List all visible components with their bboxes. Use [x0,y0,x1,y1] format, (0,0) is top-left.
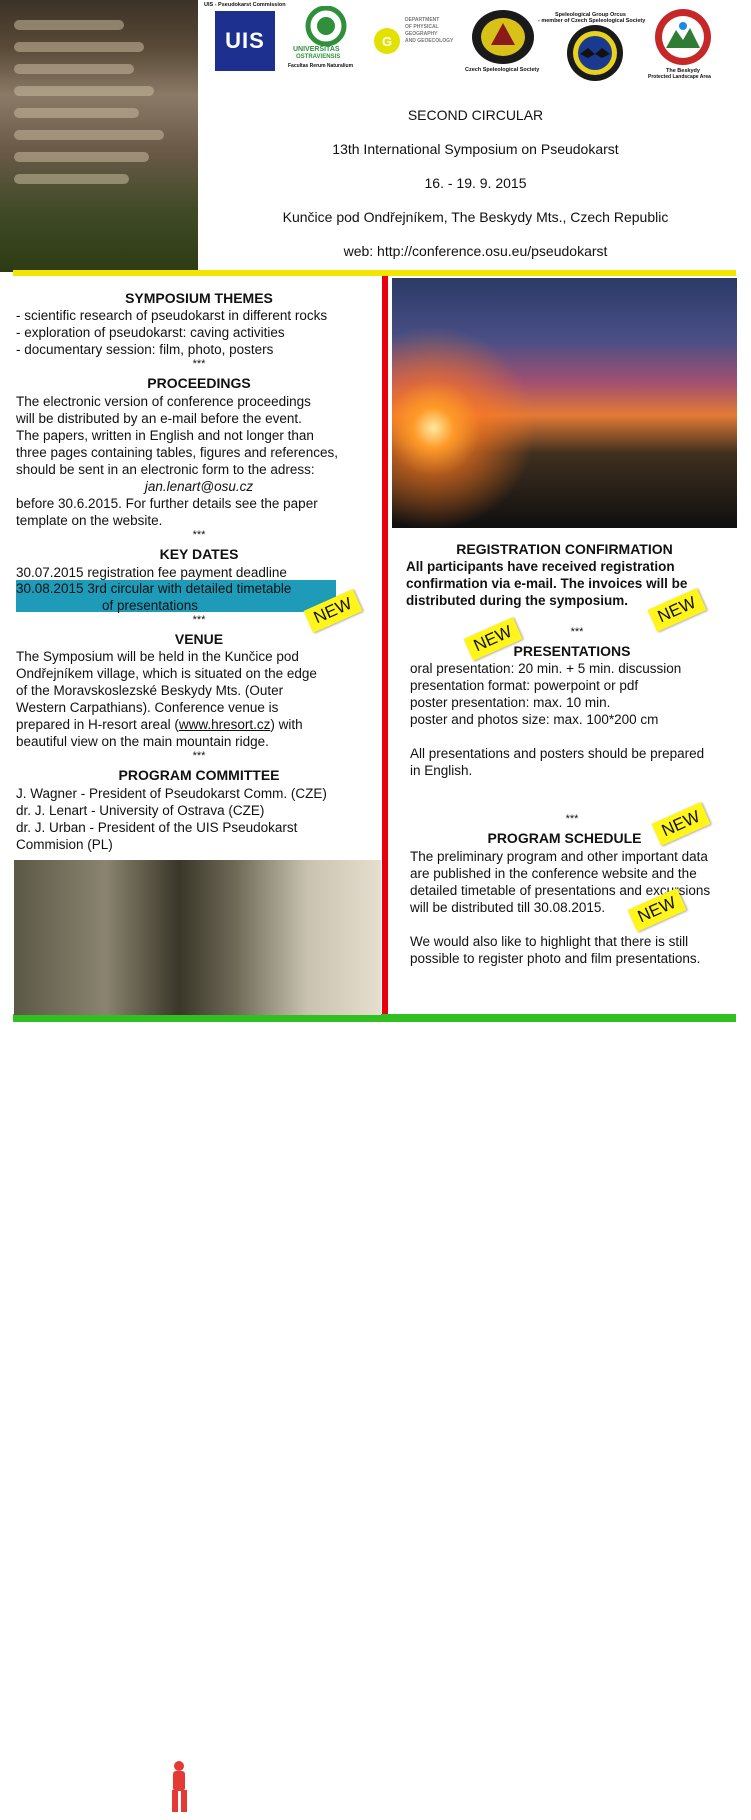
schedule-line: detailed timetable of presentations and excursions [410,883,711,898]
sunset-landscape-photo [392,278,737,528]
orcus-group-logo [566,24,624,82]
separator-stars: *** [192,358,206,370]
proceedings-line: three pages containing tables, figures and references, [16,445,338,460]
hresort-link[interactable]: www.hresort.cz [178,717,271,732]
uis-caption: UIS - Pseudokarst Commission [204,2,286,8]
separator-stars: *** [570,626,584,638]
svg-text:G: G [381,34,393,49]
symposium-location: Kunčice pod Ondřejníkem, The Beskydy Mts., Czech Republic [282,209,669,225]
ostrava-faculty: Facultas Rerum Naturalium [288,63,354,69]
committee-member: J. Wagner - President of Pseudokarst Comm. (CZE) [16,786,327,801]
proceedings-line: The electronic version of conference proceedings [16,394,311,409]
venue-line-with-link [16,716,303,733]
proceedings-line: before 30.6.2015. For further details see the paper [16,496,318,511]
schedule-heading: PROGRAM SCHEDULE [487,830,642,846]
registration-line: distributed during the symposium. [406,593,629,608]
proceedings-line: will be distributed by an e-mail before the event. [16,411,302,426]
red-divider [382,276,388,1016]
venue-line: beautiful view on the main mountain ridge. [16,734,269,749]
separator-stars: *** [192,529,206,541]
presentations-line: poster presentation: max. 10 min. [410,695,611,710]
cave-caver-photo [14,860,381,1015]
circular-title: SECOND CIRCULAR [407,107,544,123]
green-divider [13,1014,736,1022]
css-caption: Czech Speleological Society [465,67,540,73]
venue-line: Western Carpathians). Conference venue is [16,700,279,715]
website-link[interactable]: web: http://conference.osu.eu/pseudokarst [343,243,608,259]
schedule-note: possible to register photo and film presentations. [410,951,701,966]
registration-heading: REGISTRATION CONFIRMATION [456,541,673,557]
separator-stars: *** [192,750,206,762]
czech-speleological-society-logo [471,9,535,65]
ostrava-name: UNIVERSITAS [293,46,340,53]
proceedings-heading: PROCEEDINGS [147,375,251,391]
venue-text: prepared in H-resort areal ( [16,717,179,732]
keydate-1: 30.07.2015 registration fee payment deadline [16,565,287,580]
keydate-2-cont: of presentations [102,598,199,613]
beskydy-protected-area-logo [652,8,714,66]
committee-heading: PROGRAM COMMITTEE [118,767,280,783]
orcus-caption-1: Speleological Group Orcus [555,12,626,18]
venue-line: of the Moravskoslezské Beskydy Mts. (Outer [16,683,284,698]
committee-member: dr. J. Urban - President of the UIS Pseudokarst [16,820,298,835]
beskydy-caption-2: Protected Landscape Area [648,74,711,80]
keydate-2: 30.08.2015 3rd circular with detailed timetable [16,581,292,596]
registration-line: confirmation via e-mail. The invoices will be [406,576,688,591]
schedule-note: We would also like to highlight that there is still [410,934,689,949]
presentations-note: All presentations and posters should be prepared [410,746,705,761]
keydates-heading: KEY DATES [159,546,239,562]
venue-line: The Symposium will be held in the Kunčice pod [16,649,299,664]
caver-figure [164,1760,194,1820]
committee-member: Commision (PL) [16,837,113,852]
geo-dept-line1: DEPARTMENT [405,17,440,23]
symposium-dates: 16. - 19. 9. 2015 [424,175,527,191]
rock-formation-photo [0,0,198,272]
schedule-line: will be distributed till 30.08.2015. [410,900,606,915]
yellow-divider [13,270,736,276]
proceedings-email[interactable]: jan.lenart@osu.cz [144,479,254,494]
orcus-caption-2: - member of Czech Speleological Society [538,18,646,24]
geo-dept-line2: OF PHYSICAL [405,24,439,30]
presentations-heading: PRESENTATIONS [513,643,631,659]
theme-item: - documentary session: film, photo, posters [16,342,274,357]
venue-text: ) with [270,717,303,732]
uis-logo [215,11,275,71]
committee-member: dr. J. Lenart - University of Ostrava (CZE) [16,803,265,818]
beskydy-caption-1: The Beskydy [666,68,700,74]
new-badge: NEW [303,589,362,633]
geo-dept-line4: AND GEOECOLOGY [405,38,454,44]
presentations-line: poster and photos size: max. 100*200 cm [410,712,659,727]
themes-heading: SYMPOSIUM THEMES [125,290,273,306]
symposium-title: 13th International Symposium on Pseudokarst [332,141,619,157]
new-badge: NEW [651,802,710,846]
ostrava-university-logo [302,6,350,46]
new-badge: NEW [463,617,522,661]
registration-line: All participants have received registration [406,559,675,574]
presentations-line: oral presentation: 20 min. + 5 min. discussion [410,661,682,676]
separator-stars: *** [192,614,206,626]
schedule-line: are published in the conference website and the [410,866,697,881]
proceedings-line: template on the website. [16,513,163,528]
new-badge: NEW [647,588,706,632]
uis-logo-letters: UIS [225,28,265,53]
schedule-line: The preliminary program and other important data [410,849,708,864]
theme-item: - scientific research of pseudokarst in different rocks [16,308,328,323]
separator-stars: *** [565,813,579,825]
proceedings-line: The papers, written in English and not longer than [16,428,314,443]
ostrava-name2: OSTRAVIENSIS [296,54,341,60]
theme-item: - exploration of pseudokarst: caving activities [16,325,285,340]
presentations-line: presentation format: powerpoint or pdf [410,678,639,693]
presentations-note: in English. [410,763,473,778]
venue-line: Ondřejníkem village, which is situated on the edge [16,666,317,681]
geo-dept-line3: GEOGRAPHY [405,31,438,37]
new-badge: NEW [627,888,686,932]
venue-heading: VENUE [174,631,224,647]
geography-dept-logo [373,27,401,55]
proceedings-line: should be sent in an electronic form to the adress: [16,462,315,477]
